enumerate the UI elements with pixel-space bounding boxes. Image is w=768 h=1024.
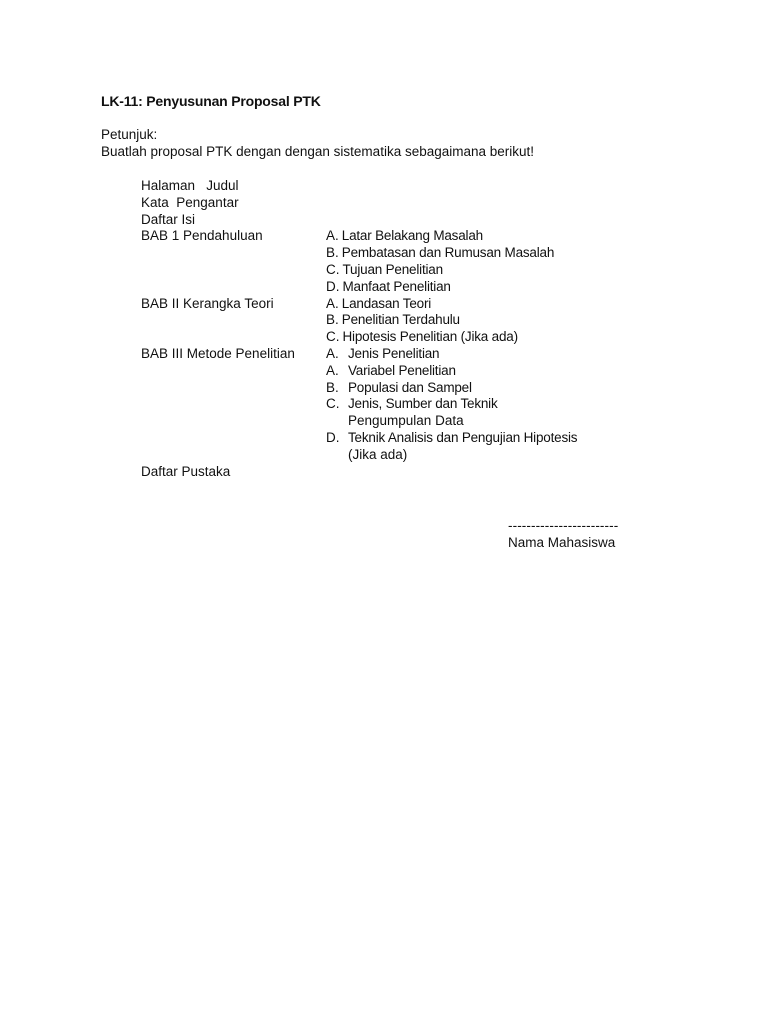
front-matter-toc: Daftar Isi	[141, 211, 196, 227]
item-marker: B.	[326, 245, 339, 261]
item-text: Teknik Analisis dan Pengujian Hipotesis	[348, 429, 578, 445]
item-marker: A.	[326, 228, 339, 244]
instruction-text: Buatlah proposal PTK dengan dengan sistematika sebagaimana berikut!	[101, 144, 535, 159]
document-title: LK-11: Penyusunan Proposal PTK	[101, 93, 321, 109]
chapter-item	[326, 262, 661, 279]
back-matter-bibliography: Daftar Pustaka	[141, 463, 231, 479]
chapter-item	[326, 245, 661, 262]
front-matter-foreword: Kata Pengantar	[141, 194, 239, 210]
item-text: Latar Belakang Masalah	[341, 228, 483, 244]
chapter-item	[326, 279, 661, 296]
item-text: Penelitian Terdahulu	[341, 312, 460, 328]
item-marker: A.	[326, 362, 339, 378]
chapter-item	[326, 430, 661, 447]
outline-row	[141, 312, 661, 329]
outline-row	[141, 363, 661, 380]
outline-row	[141, 447, 661, 464]
instruction-label: Petunjuk:	[101, 127, 158, 142]
item-continuation: (Jika ada)	[348, 446, 408, 462]
item-text: Hipotesis Penelitian (Jika ada)	[342, 329, 518, 345]
outline-row	[141, 245, 661, 262]
chapter-item	[326, 312, 661, 329]
item-text: Jenis Penelitian	[348, 345, 440, 361]
chapter-item	[326, 396, 661, 413]
chapter-title: BAB II Kerangka Teori	[141, 295, 274, 311]
item-marker: A.	[326, 345, 339, 361]
item-marker: C.	[326, 329, 340, 345]
outline-row	[141, 262, 661, 279]
chapter-item	[326, 228, 661, 245]
outline-row	[141, 430, 661, 447]
outline-row	[141, 396, 661, 413]
item-text: Jenis, Sumber dan Teknik	[348, 396, 498, 412]
outline-row	[141, 228, 661, 245]
outline-row	[141, 212, 661, 229]
item-text: Populasi dan Sampel	[348, 379, 472, 395]
outline-row	[141, 413, 661, 430]
chapter-item	[326, 296, 661, 313]
chapter-item	[326, 380, 661, 397]
item-marker: B.	[326, 312, 339, 328]
chapter-title: BAB III Metode Penelitian	[141, 345, 295, 361]
item-text: Landasan Teori	[341, 295, 432, 311]
item-marker: C.	[326, 261, 340, 277]
signature-block	[508, 517, 618, 551]
item-text: Variabel Penelitian	[348, 362, 456, 378]
chapter-item	[326, 363, 661, 380]
item-continuation: Pengumpulan Data	[348, 413, 464, 429]
item-marker: D.	[326, 278, 340, 294]
item-marker: B.	[326, 379, 339, 395]
outline-row	[141, 329, 661, 346]
outline-row	[141, 195, 661, 212]
signature-line: ------------------------	[508, 518, 619, 533]
outline-row	[141, 279, 661, 296]
item-marker: A.	[326, 295, 339, 311]
signature-name: Nama Mahasiswa	[508, 535, 616, 550]
chapter-item	[326, 329, 661, 346]
outline-row	[141, 380, 661, 397]
item-marker: C.	[326, 396, 340, 412]
item-marker: D.	[326, 429, 340, 445]
outline-row	[141, 346, 661, 363]
chapter-item	[326, 346, 661, 363]
front-matter-title-page: Halaman Judul	[141, 178, 239, 193]
proposal-outline	[141, 178, 661, 480]
item-text: Tujuan Penelitian	[342, 261, 443, 277]
outline-row	[141, 464, 661, 481]
outline-row	[141, 296, 661, 313]
item-text: Pembatasan dan Rumusan Masalah	[341, 245, 555, 261]
chapter-title: BAB 1 Pendahuluan	[141, 228, 263, 244]
outline-row	[141, 178, 661, 195]
item-text: Manfaat Penelitian	[342, 278, 451, 294]
